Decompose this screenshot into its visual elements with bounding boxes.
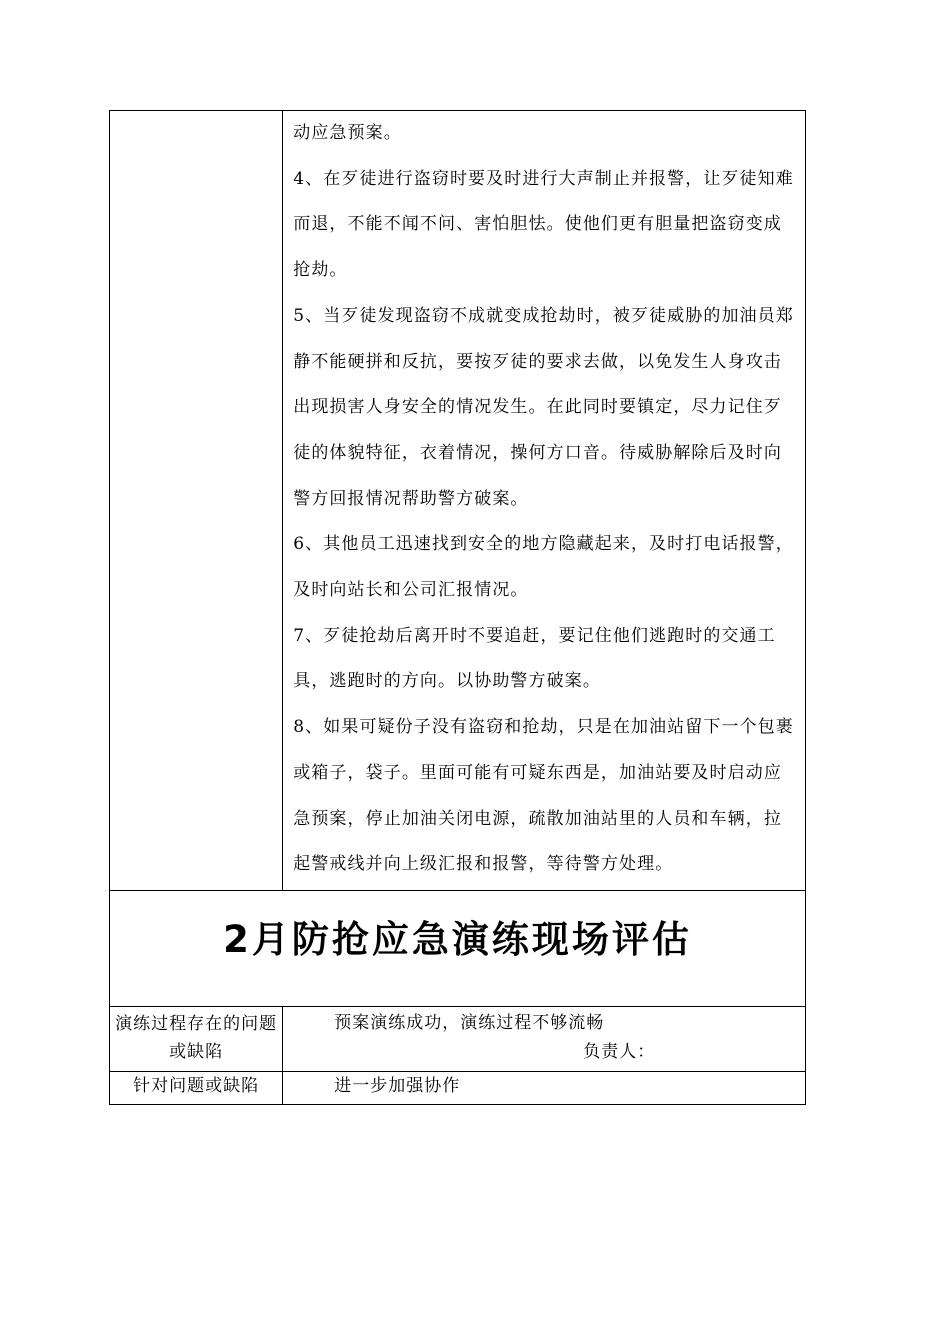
issues-label: 演练过程存在的问题或缺陷 [115, 1013, 278, 1062]
measures-value: 进一步加强协作 [334, 1075, 461, 1096]
procedure-content-cell [283, 111, 806, 891]
procedure-paragraph: 7、歹徒抢劫后离开时不要追赶，要记住他们逃跑时的交通工具，逃跑时的方向。以协助警方破案。 [293, 625, 776, 692]
measures-row [110, 1071, 806, 1104]
measures-label: 针对问题或缺陷 [133, 1075, 260, 1096]
procedure-paragraph: 8、如果可疑份子没有盗窃和抢劫，只是在加油站留下一个包裹或箱子，袋子。里面可能有可疑东西是，加油站要及时启动应急预案，停止加油关闭电源，疏散加油站里的人员和车辆，拉起警戒线并向上级汇报和报警，等待警方处理。 [293, 717, 794, 875]
evaluation-title-cell [110, 890, 806, 1006]
issues-row [110, 1006, 806, 1071]
owner-label: 负责人： [583, 1041, 656, 1062]
issues-value: 预案演练成功，演练过程不够流畅 [334, 1012, 605, 1033]
evaluation-title-row [110, 890, 806, 1006]
issues-value-cell [283, 1006, 806, 1071]
procedure-row [110, 111, 806, 891]
procedure-paragraph: 动应急预案。 [293, 123, 402, 143]
measures-value-cell [283, 1071, 806, 1104]
evaluation-title: 2月防抢应急演练现场评估 [223, 917, 692, 961]
measures-label-cell [110, 1071, 283, 1104]
drill-record-table [109, 110, 806, 1105]
issues-label-cell [110, 1006, 283, 1071]
procedure-paragraph: 5、当歹徒发现盗窃不成就变成抢劫时，被歹徒威胁的加油员郑静不能硬拼和反抗，要按歹徒的要求去做，以免发生人身攻击出现损害人身安全的情况发生。在此同时要镇定，尽力记住歹徒的体貌特征，衣着情况，操何方口音。待威胁解除后及时向警方回报情况帮助警方破案。 [293, 305, 794, 509]
procedure-label-cell [110, 111, 283, 891]
procedure-paragraph: 4、在歹徒进行盗窃时要及时进行大声制止并报警，让歹徒知难而退，不能不闻不问、害怕胆怯。使他们更有胆量把盗窃变成抢劫。 [293, 168, 794, 281]
procedure-paragraph: 6、其他员工迅速找到安全的地方隐藏起来，及时打电话报警，及时向站长和公司汇报情况。 [293, 534, 794, 601]
